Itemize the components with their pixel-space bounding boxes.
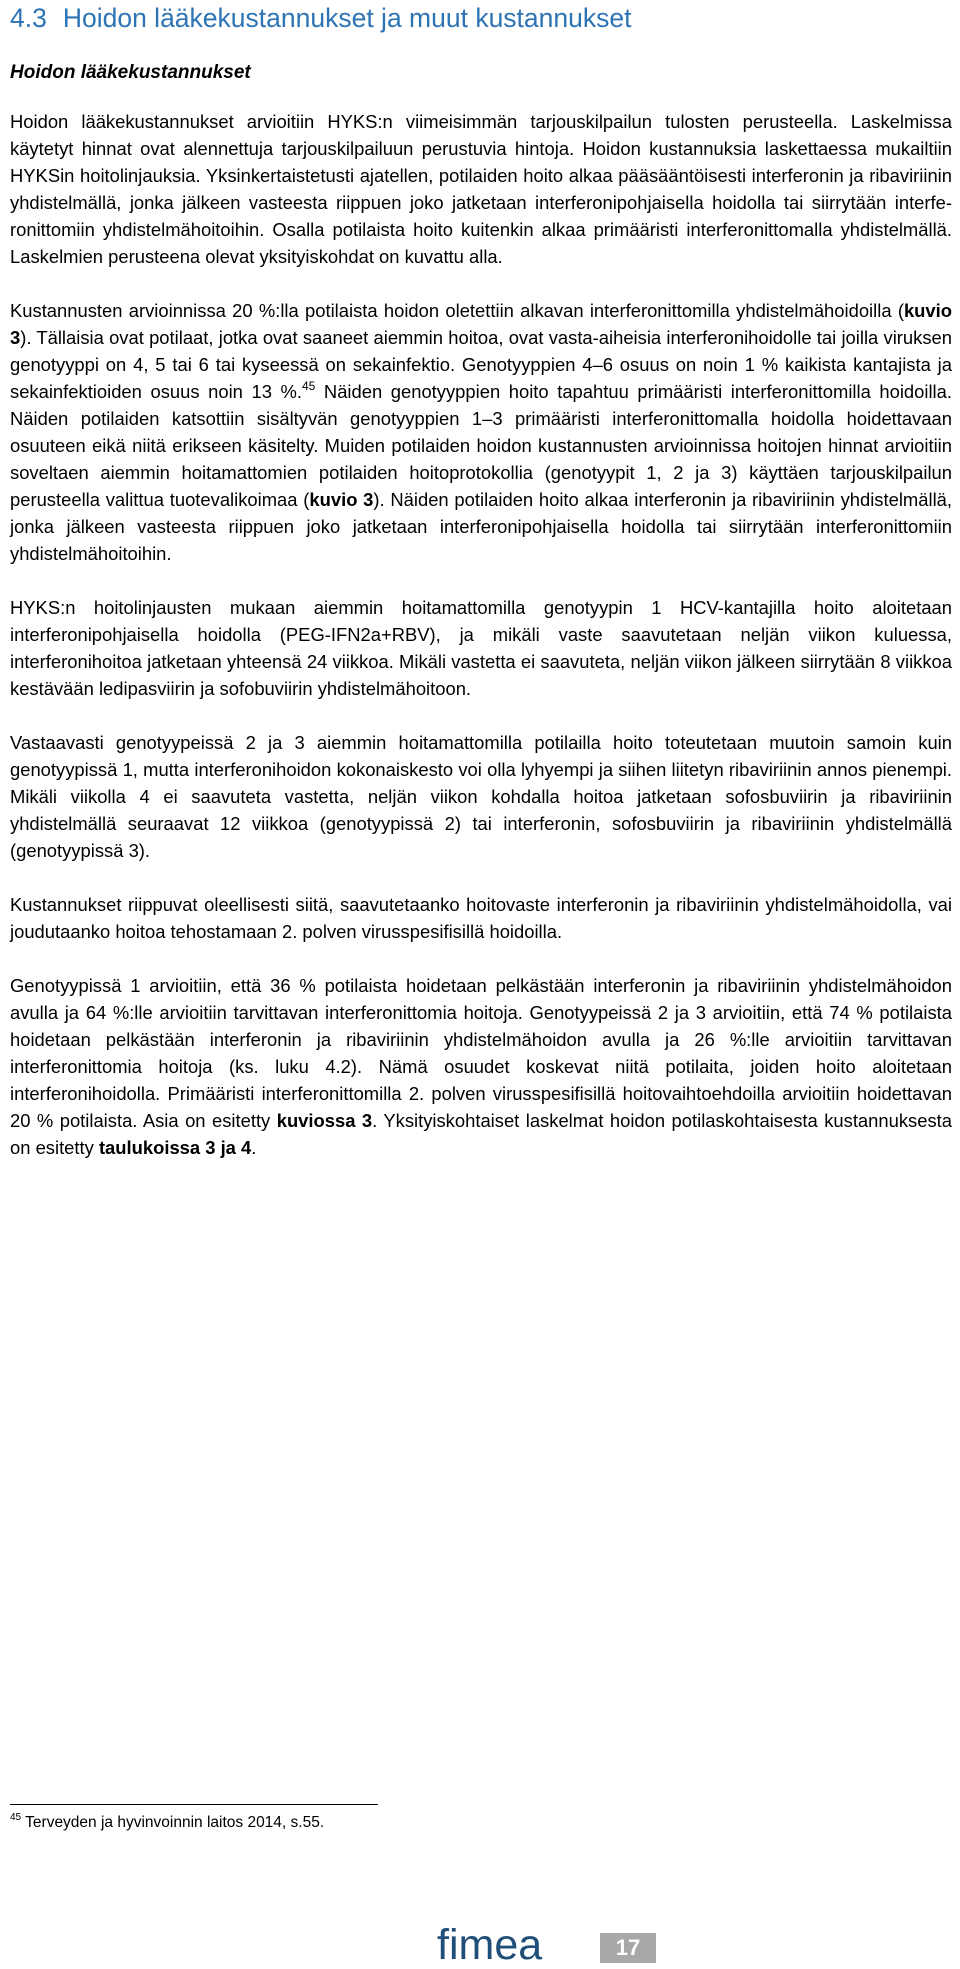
text-run: ). Näiden potilaiden hoito alkaa interferonin ja ribaviriinin yhdistelmällä, jonka jälkeen vasteesta riippuen joko jatketaan interferonipohjaisella hoidolla tai siirrytään interferonittomiin yhdistelmähoitoihin. [10, 489, 952, 564]
paragraph-5: Kustannukset riippuvat oleellisesti siitä, saavutetaanko hoitovaste interferonin ja ribaviriinin yhdistelmähoidolla, vai joudutaanko hoitoa tehostamaan 2. polven virusspesifisillä hoidoilla. [10, 894, 952, 942]
text-run: . [251, 1137, 257, 1158]
paragraph-6 [10, 972, 952, 1161]
footnote [10, 1813, 324, 1833]
text-run: Kustannusten arvioinnissa 20 %:lla potilaista hoidon oletettiin alkavan interferonittomilla yhdistelmähoidoilla ( [10, 300, 904, 321]
paragraph-3: HYKS:n hoitolinjausten mukaan aiemmin hoitamattomilla genotyypin 1 HCV-kantajilla hoito aloitetaan interferonipohjaisella hoidolla (PEG-IFN2a+RBV), ja mikäli vaste saavutetaan neljän viikon kuluessa, interferonihoitoa jatketaan yhteensä 24 viikkoa. Mikäli vastetta ei saavuteta, neljän viikon jälkeen siirrytään 8 viikkoa kestävään ledipasviirin ja sofobuviirin yhdistelmähoitoon. [10, 597, 952, 699]
figure-reference: kuvio 3 [309, 489, 374, 510]
body-text [10, 108, 952, 1161]
subsection-heading: Hoidon lääkekustannukset [10, 62, 251, 83]
section-title: Hoidon lääkekustannukset ja muut kustannukset [62, 3, 632, 33]
section-heading [10, 0, 952, 34]
section-number: 4.3 [10, 3, 47, 33]
footnote-marker[interactable]: 45 [301, 379, 316, 393]
paragraph-1: Hoidon lääkekustannukset arvioitiin HYKS:n viimeisimmän tarjouskilpailun tulosten perusteella. Laskelmissa käytetyt hinnat ovat alennettuja tarjouskilpailuun perustuvia hintoja. Hoidon kustannuksia laskettaessa mukailtiin HYKSin hoitolinjauksia. Yksinkertaistetusti ajatellen, potilaiden hoito alkaa pääsääntöisesti interferonin ja ribaviriinin yhdistelmällä, jonka jälkeen vasteesta riippuen joko jatketaan interferonipohjaisella hoidolla tai siirrytään interferonittomiin yhdistelmähoitoihin. Osalla potilaista hoito kuitenkin alkaa primääristi interferonittomalla yhdistelmällä. Laskelmien perusteena olevat yksityiskohdat on kuvattu alla. [10, 111, 952, 267]
text-run: ). Tällaisia ovat potilaat, jotka ovat saaneet aiemmin hoitoa, ovat vasta-aiheisia interferonihoidolle tai joilla viruksen genotyyppi on 4, 5 tai 6 tai kyseessä on sekainfektio. Genotyyppien 4–6 osuus on noin 1 % kaikista kantajista ja sekainfektioiden osuus noin 13 %. [10, 327, 952, 402]
text-run: Näiden genotyyppien hoito tapahtuu primääristi interferonittomilla hoidoilla. Näiden potilaiden katsottiin sisältyvän genotyyppien 1–3 primääristi interferonittomalla hoidolla hoidettavaan osuuteen eikä niitä erikseen käsitelty. Muiden potilaiden hoidon kustannusten arvioinnissa hoitojen hinnat arvioitiin soveltaen aiemmin hoitamattomien potilaiden hoitoprotokollia (genotyypit 1, 2 ja 3) käyttäen tarjouskilpailun perusteella valittua tuotevalikoimaa ( [10, 381, 952, 510]
paragraph-4: Vastaavasti genotyypeissä 2 ja 3 aiemmin hoitamattomilla potilailla hoito toteutetaan muutoin samoin kuin genotyypissä 1, mutta interferonihoidon kokonaiskesto voi olla lyhyempi ja siihen liitetyn ribaviriinin annos pienempi. Mikäli viikolla 4 ei saavuteta vastetta, neljän viikon kohdalla hoitoa jatketaan sofosbuviirin ja ribaviriinin yhdistelmällä seuraavat 12 viikkoa (genotyypissä 2) tai interferonin, sofosbuviirin ja ribaviriinin yhdistelmällä (genotyypissä 3). [10, 732, 952, 861]
page-number: 17 [600, 1933, 656, 1963]
paragraph-2 [10, 297, 952, 567]
footnote-number: 45 [10, 1812, 22, 1823]
footnote-divider [10, 1804, 378, 1805]
logo-wordmark: fimea [437, 1921, 543, 1963]
fimea-logo [437, 1921, 582, 1963]
figure-reference: kuvio 3 [10, 300, 952, 348]
table-reference: taulukoissa 3 ja 4 [98, 1137, 252, 1158]
figure-reference: kuviossa 3 [276, 1110, 373, 1131]
text-run: Genotyypissä 1 arvioitiin, että 36 % potilaista hoidetaan pelkästään interferonin ja ribaviriinin yhdistelmähoidon avulla ja 64 %:lle arvioitiin tarvittavan interferonittomia hoitoja. Genotyypeissä 2 ja 3 arvioitiin, että 74 % potilaista hoidetaan pelkästään interferonin ja ribaviriinin yhdistelmähoidon avulla ja 26 %:lle arvioitiin tarvittavan interferonittomia hoitoja (ks. luku 4.2). Nämä osuudet koskevat niitä potilaita, joiden hoito aloitetaan interferonihoidolla. Primääristi interferonittomilla 2. polven virusspesifisillä hoitovaihtoehdoilla arvioitiin hoidettavan 20 % potilaista. Asia on esitetty [10, 975, 952, 1131]
footnote-text: Terveyden ja hyvinvoinnin laitos 2014, s.55. [25, 1814, 325, 1831]
document-page [10, 0, 952, 1188]
text-run: . Yksityiskohtaiset laskelmat hoidon potilaskohtaisesta kustannuksesta on esitetty [10, 1110, 952, 1158]
